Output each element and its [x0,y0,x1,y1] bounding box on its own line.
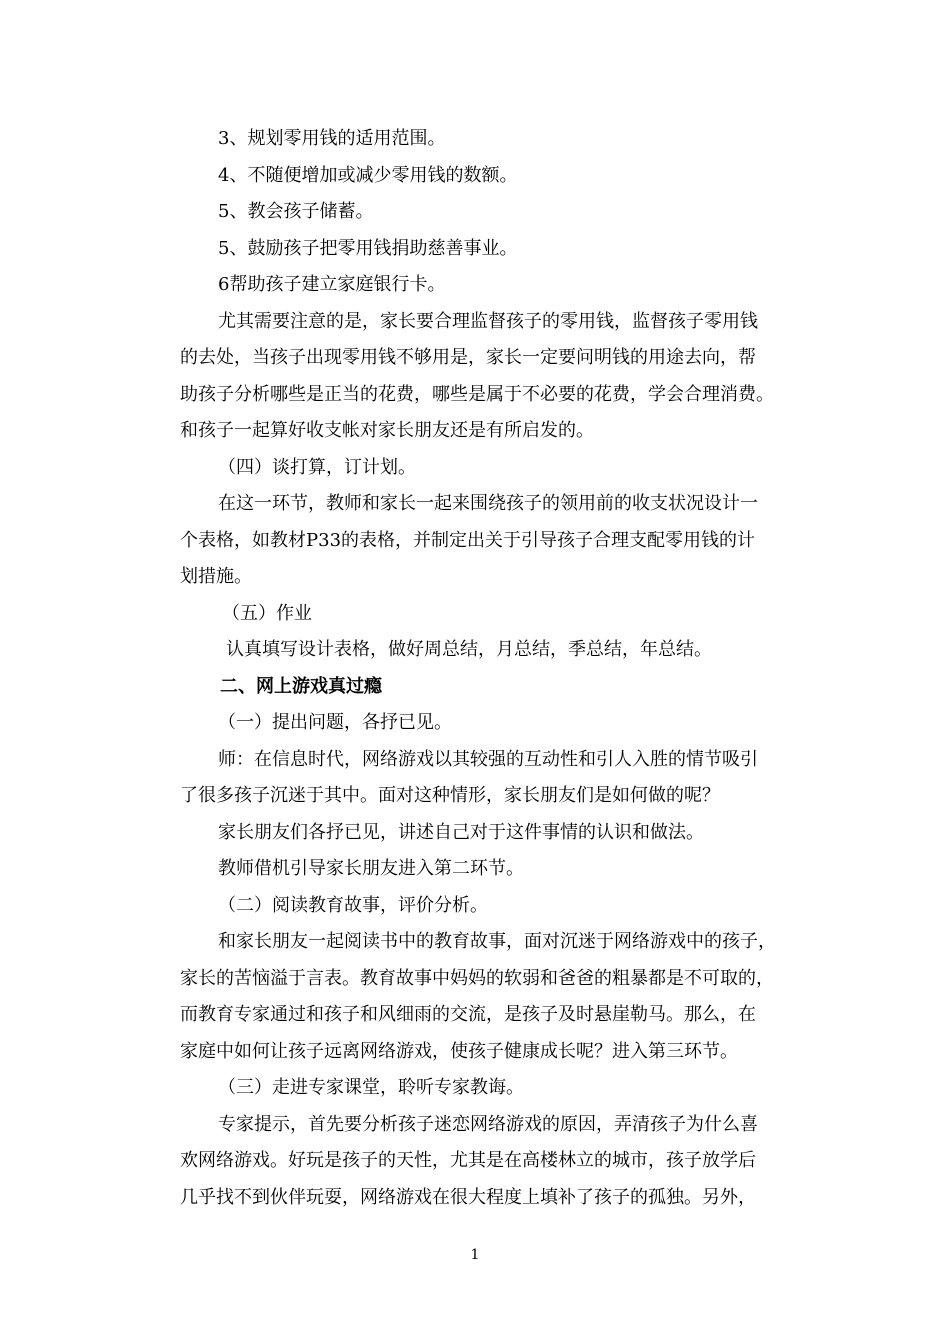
text-line: （四）谈打算，订计划。 [218,456,416,478]
text-line: 助孩子分析哪些是正当的花费，哪些是属于不必要的花费，学会合理消费。 [180,383,774,405]
text-line: 家长朋友们各抒已见，讲述自己对于这件事情的认识和做法。 [218,821,704,843]
text-line: 几乎找不到伙伴玩耍，网络游戏在很大程度上填补了孩子的孤独。另外， [180,1186,756,1208]
section-heading: 二、网上游戏真过瘾 [220,675,382,697]
text-line: 师：在信息时代，网络游戏以其较强的互动性和引人入胜的情节吸引 [218,748,758,770]
text-line: 划措施。 [180,566,252,587]
text-line: 家庭中如何让孩子远离网络游戏，使孩子健康成长呢？进入第三环节。 [180,1040,738,1062]
text-line: （二）阅读教育故事，评价分析。 [218,894,488,916]
text-line: 6帮助孩子建立家庭银行卡。 [218,274,446,295]
text-line: 在这一环节，教师和家长一起来围绕孩子的领用前的收支状况设计一 [218,493,758,514]
text-line: （三）走进专家课堂，聆听专家教诲。 [218,1077,524,1098]
text-line: 3、规划零用钱的适用范围。 [218,128,446,149]
text-line: 欢网络游戏。好玩是孩子的天性，尤其是在高楼林立的城市，孩子放学后 [180,1150,756,1171]
text-line: 专家提示，首先要分析孩子迷恋网络游戏的原因，弄清孩子为什么喜 [218,1113,758,1135]
text-line: 和家长朋友一起阅读书中的教育故事，面对沉迷于网络游戏中的孩子， [218,931,776,952]
text-line: 了很多孩子沉迷于其中。面对这种情形，家长朋友们是如何做的呢？ [180,785,720,806]
text-line: 5、教会孩子储蓄。 [218,201,374,222]
text-line: 而教育专家通过和孩子和风细雨的交流，是孩子及时悬崖勒马。那么，在 [180,1004,756,1025]
text-line: （五）作业 [222,602,312,624]
text-line: 家长的苦恼溢于言表。教育故事中妈妈的软弱和爸爸的粗暴都是不可取的， [180,967,774,989]
text-line: 个表格，如教材P33的表格，并制定出关于引导孩子合理支配零用钱的计 [180,529,756,551]
page-number: 1 [470,1247,480,1263]
text-line: 4、不随便增加或减少零用钱的数额。 [218,164,518,186]
text-line: 教师借机引导家长朋友进入第二环节。 [218,858,524,879]
text-line: 认真填写设计表格，做好周总结，月总结，季总结，年总结。 [226,639,712,660]
text-line: 的去处，当孩子出现零用钱不够用是，家长一定要问明钱的用途去向，帮 [180,347,756,368]
text-line: 5、鼓励孩子把零用钱捐助慈善事业。 [218,237,518,259]
text-line: 尤其需要注意的是，家长要合理监督孩子的零用钱，监督孩子零用钱 [218,310,758,332]
text-line: （一）提出问题，各抒已见。 [218,712,452,733]
text-line: 和孩子一起算好收支帐对家长朋友还是有所启发的。 [180,420,594,441]
